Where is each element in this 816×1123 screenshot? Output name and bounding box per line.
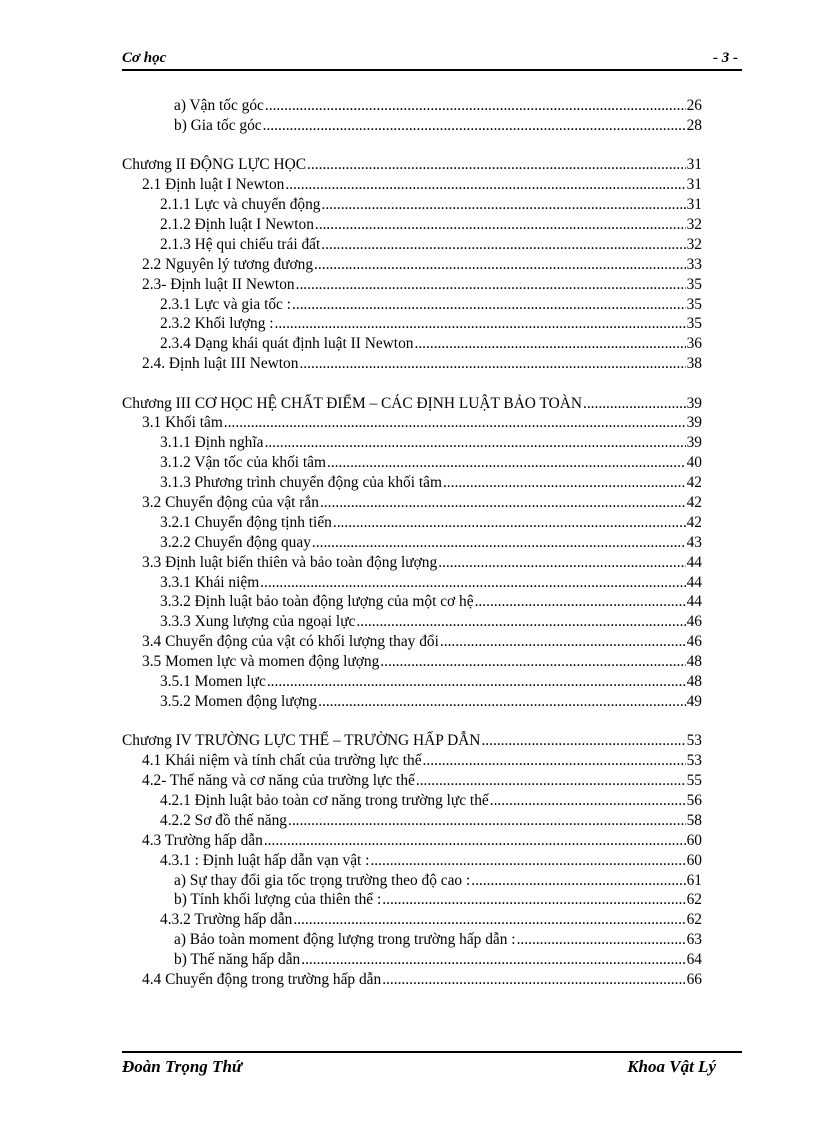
toc-dot-leader xyxy=(380,652,685,672)
toc-entry xyxy=(122,731,702,751)
toc-entry-title: 4.1 Khái niệm và tính chất của trường lực thế xyxy=(142,752,422,770)
toc-dot-leader xyxy=(322,195,686,215)
toc-entry-title: Chương II ĐỘNG LỰC HỌC xyxy=(122,156,307,174)
toc-entry-title: 2.1.1 Lực và chuyển động xyxy=(160,196,321,214)
toc-dot-leader xyxy=(416,771,686,791)
toc-entry xyxy=(122,314,702,334)
toc-entry-title: 2.4. Định luật III Newton xyxy=(142,355,299,373)
toc-dot-leader xyxy=(285,175,685,195)
toc-entry xyxy=(122,116,702,136)
toc-entry-title: b) Gia tốc góc xyxy=(174,116,262,134)
toc-dot-leader xyxy=(443,473,686,493)
toc-dot-leader xyxy=(382,890,685,910)
toc-dot-leader xyxy=(321,235,685,255)
toc-dot-leader xyxy=(333,513,686,533)
toc-entry-page: 44 xyxy=(686,593,702,611)
toc-entry xyxy=(122,433,702,453)
toc-entry-title: 4.3.2 Trường hấp dẫn xyxy=(160,911,293,929)
toc-entry xyxy=(122,592,702,612)
toc-dot-leader xyxy=(265,96,686,116)
toc-dot-leader xyxy=(267,672,686,692)
toc-entry-page: 48 xyxy=(686,673,702,691)
toc-entry-page: 39 xyxy=(686,394,702,412)
toc-entry xyxy=(122,811,702,831)
header-page-number: - 3 - xyxy=(713,50,738,66)
page-footer xyxy=(122,1057,742,1081)
toc-dot-leader xyxy=(293,910,685,930)
toc-entry-page: 42 xyxy=(686,494,702,512)
toc-dot-leader xyxy=(288,811,686,831)
toc-entry-page: 43 xyxy=(686,533,702,551)
header-title: Cơ học xyxy=(122,50,167,66)
toc-dot-leader xyxy=(314,255,686,275)
toc-entry-title: 2.1 Định luật I Newton xyxy=(142,176,285,194)
toc-entry xyxy=(122,831,702,851)
toc-entry xyxy=(122,771,702,791)
toc-entry-title: a) Vận tốc góc xyxy=(174,97,264,114)
toc-dot-leader xyxy=(583,394,686,414)
toc-dot-leader xyxy=(296,275,686,295)
toc-entry-page: 63 xyxy=(686,931,702,949)
toc-entry-title: 2.1.2 Định luật I Newton xyxy=(160,215,314,233)
toc-entry xyxy=(122,473,702,493)
toc-entry xyxy=(122,493,702,513)
toc-entry xyxy=(122,692,702,712)
toc-entry-page: 53 xyxy=(686,732,702,750)
toc-entry-page: 62 xyxy=(686,891,702,909)
toc-entry xyxy=(122,334,702,354)
toc-dot-leader xyxy=(517,930,686,950)
toc-entry xyxy=(122,910,702,930)
toc-dot-leader xyxy=(307,155,686,175)
table-of-contents xyxy=(122,96,702,990)
toc-entry xyxy=(122,295,702,315)
toc-entry xyxy=(122,791,702,811)
toc-entry-title: 2.3.4 Dạng khái quát định luật II Newton xyxy=(160,335,414,353)
toc-entry-title: 3.5.2 Momen động lượng xyxy=(160,692,318,710)
toc-entry xyxy=(122,533,702,553)
toc-dot-leader xyxy=(438,553,685,573)
toc-dot-leader xyxy=(440,632,686,652)
toc-entry-title: 3.3 Định luật biến thiên và bảo toàn động lượng xyxy=(142,553,438,571)
toc-entry-page: 56 xyxy=(686,792,702,809)
toc-entry-title: 3.3.1 Khái niệm xyxy=(160,573,260,591)
toc-entry-page: 31 xyxy=(686,156,702,174)
toc-dot-leader xyxy=(224,413,686,433)
toc-entry-title: 3.3.2 Định luật bảo toàn động lượng của một cơ hệ xyxy=(160,593,474,611)
toc-entry-page: 64 xyxy=(686,951,702,969)
toc-entry-page: 61 xyxy=(686,871,702,889)
toc-dot-leader xyxy=(356,612,685,632)
toc-entry-title: 3.1.2 Vận tốc của khối tâm xyxy=(160,454,326,472)
toc-dot-leader xyxy=(264,831,686,851)
toc-entry-page: 32 xyxy=(686,235,702,253)
toc-dot-leader xyxy=(475,592,686,612)
toc-dot-leader xyxy=(481,731,685,751)
toc-entry-title: b) Tính khối lượng của thiên thể : xyxy=(174,891,382,909)
toc-entry-title: Chương IV TRƯỜNG LỰC THẾ – TRƯỜNG HẤP DẪN xyxy=(122,732,481,750)
toc-entry xyxy=(122,970,702,990)
toc-entry-page: 39 xyxy=(686,414,702,432)
toc-entry-title: 3.4 Chuyển động của vật có khối lượng thay đổi xyxy=(142,633,439,651)
toc-entry-page: 33 xyxy=(686,255,702,273)
toc-entry-title: 3.1.3 Phương trình chuyển động của khối tâm xyxy=(160,474,442,492)
toc-dot-leader xyxy=(320,493,686,513)
toc-entry-page: 26 xyxy=(686,97,702,114)
footer-department: Khoa Vật Lý xyxy=(627,1057,716,1076)
toc-entry-title: Chương III CƠ HỌC HỆ CHẤT ĐIỂM – CÁC ĐỊNH LUẬT BẢO TOÀN xyxy=(122,394,582,412)
toc-dot-leader xyxy=(263,116,686,136)
toc-entry-page: 40 xyxy=(686,454,702,472)
toc-entry xyxy=(122,930,702,950)
toc-entry-title: 2.1.3 Hệ qui chiếu trái đất xyxy=(160,235,321,253)
toc-entry xyxy=(122,871,702,891)
toc-entry-title: 4.3.1 : Định luật hấp dẫn vạn vật : xyxy=(160,851,370,869)
toc-entry-title: 3.1 Khối tâm xyxy=(142,414,223,432)
toc-entry-title: 2.3.2 Khối lượng : xyxy=(160,315,274,333)
toc-entry-page: 48 xyxy=(686,653,702,671)
toc-dot-leader xyxy=(423,751,686,771)
toc-entry-title: 4.3 Trường hấp dẫn xyxy=(142,831,263,849)
page-header xyxy=(122,50,742,70)
toc-entry xyxy=(122,413,702,433)
toc-entry-page: 44 xyxy=(686,573,702,591)
toc-entry xyxy=(122,573,702,593)
toc-entry-title: 4.4 Chuyển động trong trường hấp dẫn xyxy=(142,971,382,989)
toc-dot-leader xyxy=(471,871,685,891)
toc-entry-title: b) Thế năng hấp dẫn xyxy=(174,951,301,969)
toc-dot-leader xyxy=(327,453,686,473)
toc-dot-leader xyxy=(312,533,686,553)
toc-entry xyxy=(122,672,702,692)
toc-dot-leader xyxy=(382,970,685,990)
toc-entry xyxy=(122,553,702,573)
toc-entry-title: a) Bảo toàn moment động lượng trong trường hấp dẫn : xyxy=(174,931,516,949)
toc-entry xyxy=(122,155,702,175)
toc-entry-title: a) Sự thay đổi gia tốc trọng trường theo độ cao : xyxy=(174,871,471,889)
toc-entry-page: 46 xyxy=(686,633,702,651)
toc-entry-page: 62 xyxy=(686,911,702,929)
toc-entry-page: 49 xyxy=(686,692,702,710)
toc-entry-page: 46 xyxy=(686,613,702,631)
toc-entry-title: 3.1.1 Định nghĩa xyxy=(160,434,264,452)
toc-entry-title: 4.2- Thế năng và cơ năng của trường lực thế xyxy=(142,772,415,790)
toc-entry-page: 32 xyxy=(686,215,702,233)
toc-entry-title: 4.2.1 Định luật bảo toàn cơ năng trong trường lực thế xyxy=(160,792,489,809)
toc-entry-title: 3.2.1 Chuyển động tịnh tiến xyxy=(160,513,332,531)
toc-entry xyxy=(122,235,702,255)
toc-dot-leader xyxy=(370,851,685,871)
toc-entry-title: 2.3- Định luật II Newton xyxy=(142,275,295,293)
toc-entry xyxy=(122,652,702,672)
toc-entry-page: 42 xyxy=(686,513,702,531)
toc-dot-leader xyxy=(275,314,686,334)
toc-entry xyxy=(122,175,702,195)
toc-entry xyxy=(122,275,702,295)
toc-entry-page: 38 xyxy=(686,355,702,373)
toc-entry-page: 39 xyxy=(686,434,702,452)
toc-dot-leader xyxy=(260,573,685,593)
toc-entry-title: 2.3.1 Lực và gia tốc : xyxy=(160,295,292,313)
toc-entry xyxy=(122,950,702,970)
toc-dot-leader xyxy=(315,215,686,235)
toc-entry-page: 35 xyxy=(686,275,702,293)
toc-entry xyxy=(122,394,702,414)
toc-entry xyxy=(122,890,702,910)
toc-entry-title: 3.2.2 Chuyển động quay xyxy=(160,533,311,551)
toc-dot-leader xyxy=(301,950,685,970)
toc-entry-page: 58 xyxy=(686,811,702,829)
toc-entry-page: 35 xyxy=(686,295,702,313)
toc-entry-page: 53 xyxy=(686,752,702,770)
toc-entry-title: 3.5 Momen lực và momen động lượng xyxy=(142,653,380,671)
toc-entry xyxy=(122,751,702,771)
toc-entry xyxy=(122,513,702,533)
toc-entry-page: 31 xyxy=(686,196,702,214)
footer-rule xyxy=(122,1051,742,1053)
toc-entry-title: 3.2 Chuyển động của vật rắn xyxy=(142,494,319,512)
toc-entry xyxy=(122,215,702,235)
toc-entry xyxy=(122,255,702,275)
toc-entry-page: 35 xyxy=(686,315,702,333)
toc-entry xyxy=(122,612,702,632)
toc-entry-page: 42 xyxy=(686,474,702,492)
toc-entry-page: 44 xyxy=(686,553,702,571)
toc-entry xyxy=(122,851,702,871)
toc-dot-leader xyxy=(264,433,685,453)
toc-entry xyxy=(122,354,702,374)
header-rule xyxy=(122,69,742,71)
toc-entry-page: 31 xyxy=(686,176,702,194)
toc-entry-title: 2.2 Nguyên lý tương đương xyxy=(142,255,314,273)
toc-entry-page: 36 xyxy=(686,335,702,353)
toc-entry xyxy=(122,96,702,116)
toc-dot-leader xyxy=(318,692,685,712)
toc-entry xyxy=(122,195,702,215)
footer-author: Đoàn Trọng Thứ xyxy=(122,1057,243,1076)
toc-dot-leader xyxy=(414,334,685,354)
toc-dot-leader xyxy=(299,354,685,374)
toc-entry xyxy=(122,632,702,652)
toc-entry-title: 4.2.2 Sơ đồ thế năng xyxy=(160,811,287,829)
toc-entry-page: 66 xyxy=(686,971,702,989)
toc-entry-page: 55 xyxy=(686,772,702,790)
toc-dot-leader xyxy=(292,295,686,315)
toc-entry-title: 3.5.1 Momen lực xyxy=(160,673,266,691)
toc-entry-page: 60 xyxy=(686,851,702,869)
toc-entry-title: 3.3.3 Xung lượng của ngoại lực xyxy=(160,613,356,631)
toc-dot-leader xyxy=(490,791,686,811)
toc-entry xyxy=(122,453,702,473)
toc-entry-page: 28 xyxy=(686,116,702,134)
toc-entry-page: 60 xyxy=(686,831,702,849)
